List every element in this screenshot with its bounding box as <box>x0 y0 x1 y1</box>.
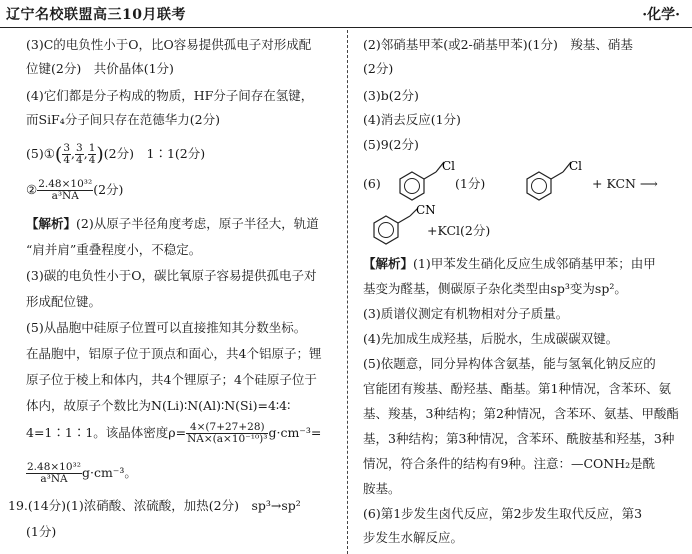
analysis-line: (3)质谱仪测定有机物相对分子质量。 <box>363 306 569 321</box>
header-title: 辽宁名校联盟高三10月联考 <box>6 7 186 23</box>
answer-line: (4)它们都是分子构成的物质，HF分子间存在氢键， <box>26 88 314 103</box>
fraction: $\frac{4\times(7+27+28)}{\text{NA×(a×10⁻¹⁰)³}}$ <box>187 421 268 445</box>
answer-line: 而SiF₄分子间只存在范德华力(2分) <box>26 112 220 127</box>
analysis-tag: 【解析】 <box>363 256 414 271</box>
analysis-line: 形成配位键。 <box>26 294 102 309</box>
answer-line: (5)9(2分) <box>363 137 419 152</box>
chlorine-label: Cl <box>442 159 456 173</box>
analysis-line: 体内，故原子个数比为N(Li)∶N(Al)∶N(Si)=4∶4∶ <box>26 398 291 413</box>
answer-text: (5)① <box>26 146 55 161</box>
reaction-product: +KCl(2分) <box>427 223 491 238</box>
header-subject: ·化学· <box>642 7 680 23</box>
benzene-ring-icon <box>374 216 398 244</box>
analysis-line: 基、羧基，3种结构；第2种情况，含苯环、氨基、甲酸酯 <box>363 406 679 421</box>
fraction: $\frac{\text{2.48×10³²}}{\text{a³NA}}$ <box>38 178 93 202</box>
benzene-ring-icon <box>400 172 424 200</box>
answer-line: (2)邻硝基甲苯(或2-硝基甲苯)(1分) 羧基、硝基 <box>363 37 633 52</box>
fraction: $\frac{3}{4}$ <box>76 142 83 166</box>
analysis-line: 【解析】(2)从原子半径角度考虑，原子半径大，轨道 <box>26 216 319 231</box>
analysis-line: (4)先加成生成羟基，后脱水，生成碳碳双键。 <box>363 331 619 346</box>
fraction: $\frac{3}{4}$ <box>63 142 71 166</box>
analysis-line: 步发生水解反应。 <box>363 530 464 545</box>
reaction-reagent: + KCN ⟶ <box>592 176 658 191</box>
density-result: $\frac{\text{2.48×10³²}}{\text{a³NA}}$ g·cm⁻³。 <box>27 461 137 485</box>
answer-line: (2分) <box>363 61 394 76</box>
answer-line: (4)消去反应(1分) <box>363 112 461 127</box>
analysis-line: (5)从晶胞中硅原子位置可以直接推知其分数坐标。 <box>26 320 307 335</box>
analysis-line: “肩并肩”重叠程度小，不稳定。 <box>26 242 202 257</box>
header-rule <box>0 27 692 28</box>
fraction: $\frac{1}{4}$ <box>88 142 96 166</box>
analysis-line: 基变为醛基，侧碳原子杂化类型由sp³变为sp²。 <box>363 281 627 296</box>
analysis-line: (5)依题意，同分异构体含氨基，能与氢氧化钠反应的 <box>363 356 656 371</box>
analysis-line: 原子位于棱上和体内，共4个锂原子；4个硅原子位于 <box>26 372 317 387</box>
benzene-ring-icon <box>527 172 551 200</box>
density-answer <box>26 177 123 203</box>
chlorine-label: Cl <box>569 159 583 173</box>
answer-text: ② <box>26 182 38 197</box>
score-label: (1分) <box>455 176 486 191</box>
density-formula: 4=1∶1∶1。该晶体密度ρ= $\frac{4\times(7+27+28)}{\text{NA×(a×10⁻¹⁰)³}}$ g·cm⁻³= <box>26 421 322 445</box>
answer-line: (1分) <box>26 524 57 539</box>
analysis-line: 基，3种结构；第3种情况，含苯环、酰胺基和羟基，3种 <box>363 431 675 446</box>
analysis-line: 【解析】(1)甲苯发生硝化反应生成邻硝基甲苯；由甲 <box>363 256 656 271</box>
fraction: $\frac{\text{2.48×10³²}}{\text{a³NA}}$ <box>27 461 81 485</box>
analysis-tag: 【解析】 <box>26 216 77 231</box>
coordinate-answer: (5)①( $\frac{3}{4}$ , $\frac{3}{4}$ , $\frac{1}{4}$ )(2分) 1∶1(2分) <box>26 142 206 166</box>
analysis-line: 官能团有羧基、酚羟基、酯基。第1种情况，含苯环、氨 <box>363 381 671 396</box>
answer-line: (3)C的电负性小于O，比O容易提供孤电子对形成配 <box>26 37 312 52</box>
analysis-line: 在晶胞中，铝原子位于顶点和面心，共4个铝原子；锂 <box>26 346 322 361</box>
reaction-label: (6) <box>363 176 381 191</box>
analysis-line: 情况，符合条件的结构有9种。注意：—CONH₂是酰 <box>363 456 656 471</box>
analysis-line: 胺基。 <box>363 481 401 496</box>
answer-text: (2分) <box>93 182 124 197</box>
question-19-answer: 19.(14分)(1)浓硝酸、浓硫酸，加热(2分) sp³→sp² <box>8 498 301 513</box>
column-divider <box>347 30 348 554</box>
answer-line: 位键(2分) 共价晶体(1分) <box>26 61 174 76</box>
cyano-label: CN <box>416 203 436 217</box>
answer-text: (2分) 1∶1(2分) <box>103 146 206 161</box>
analysis-line: (6)第1步发生卤代反应，第2步发生取代反应，第3 <box>363 506 643 521</box>
answer-line: (3)b(2分) <box>363 88 419 103</box>
analysis-line: (3)碳的电负性小于O，碳比氧原子容易提供孤电子对 <box>26 268 317 283</box>
